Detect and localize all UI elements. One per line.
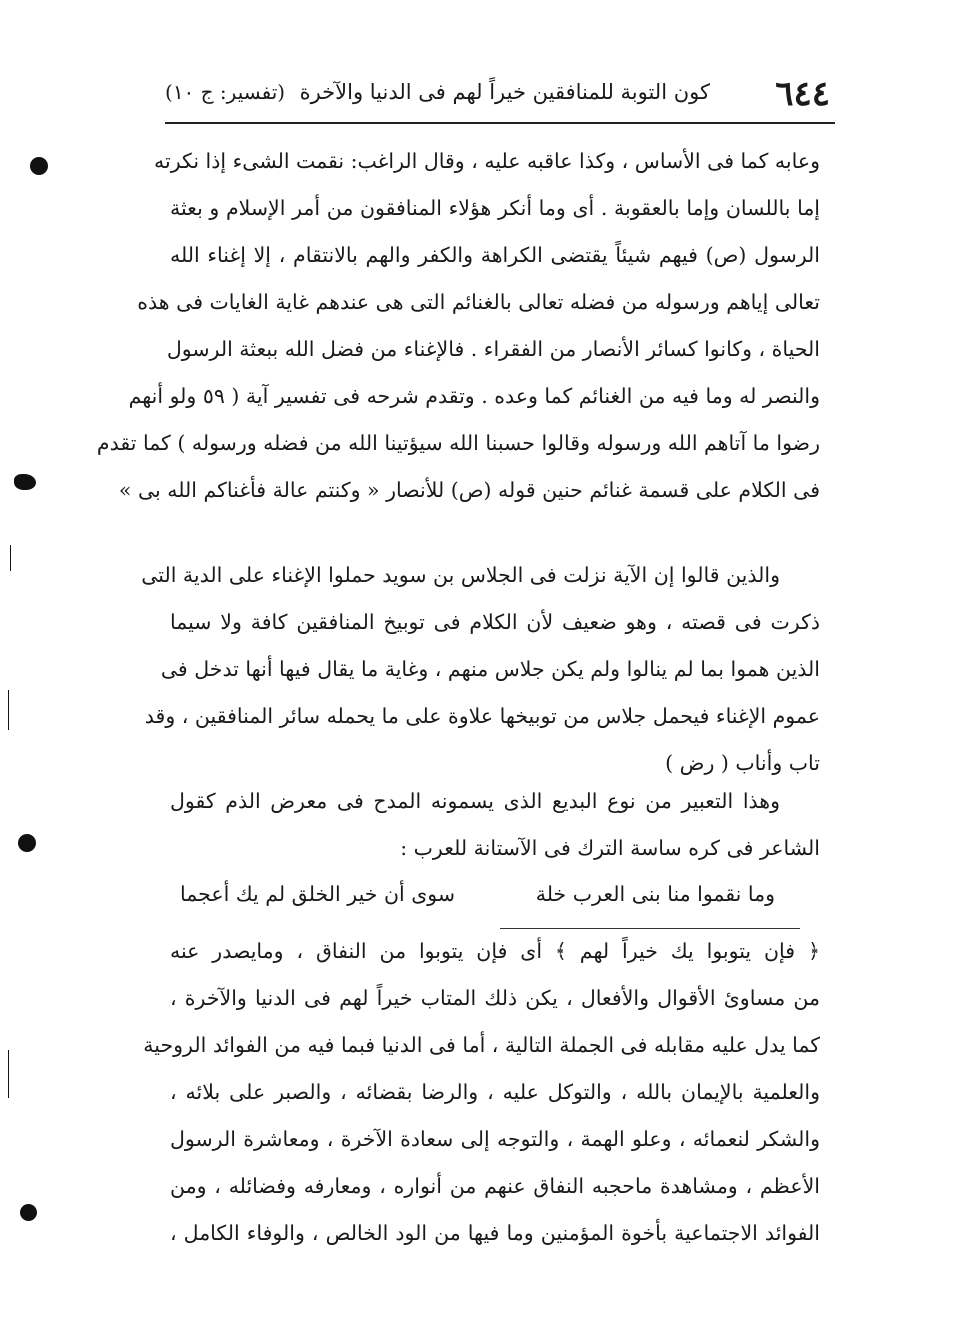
text-line: تعالى إياهم ورسوله من فضله تعالى بالغنائم التى هى عندهم غاية الغايات فى هذه (137, 290, 820, 314)
text-line: الحياة ، وكانوا كسائر الأنصار من الفقراء . فالإغناء من فضل الله ببعثة الرسول (166, 337, 820, 361)
text-line: من مساوئ الأقوال والأفعال ، يكن ذلك المتاب خيراً لهم فى الدنيا والآخرة ، (170, 986, 820, 1010)
paragraph-2 (141, 552, 820, 787)
text-line: الرسول (ص) فيهم شيئاً يقتضى الكراهة والكفر والهم بالانتقام ، إلا إغناء الله (170, 243, 820, 267)
text-line: تاب وأناب ( رض ) (665, 751, 820, 775)
text-line: ﴿ فإن يتوبوا يك خيراً لهم ﴾ أى فإن يتوبوا من النفاق ، ومايصدر عنه (170, 939, 820, 963)
text-line: ذكرت فى قصته ، وهو ضعيف لأن الكلام فى توبيخ المنافقين كافة ولا سيما (170, 610, 820, 634)
volume-reference: (تفسير: ج ١٠) (165, 80, 286, 104)
verse-hemistich-1: وما نقموا منا بنى العرب خلة (535, 882, 775, 906)
text-line: كما يدل عليه مقابله فى الجملة التالية ، أما فى الدنيا فبما فيه من الفوائد الروحية (143, 1033, 820, 1057)
page-number: ٦٤٤ (775, 74, 830, 114)
text-line: رضوا ما آتاهم الله ورسوله وقالوا حسبنا الله سيؤتينا الله من فضله ورسوله ) كما تقدم (96, 431, 820, 455)
text-line: إما باللسان وإما بالعقوبة . أى وما أنكر هؤلاء المنافقون من أمر الإسلام و بعثة (170, 196, 820, 220)
scan-margin-mark (10, 545, 11, 571)
scan-margin-mark (8, 690, 9, 730)
text-line: والنصر له وما فيه من الغنائم كما وعده . وتقدم شرحه فى تفسير آية ( ٥٩ ولو أنهم (128, 384, 820, 408)
paragraph-4 (143, 928, 820, 1257)
text-line: فى الكلام على قسمة غنائم حنين قوله (ص) للأنصار « وكنتم عالة فأغناكم الله بى » (118, 478, 820, 502)
paragraph-3 (170, 778, 820, 872)
text-line: وعابه كما فى الأساس ، وكذا عاقبه عليه ، وقال الراغب: نقمت الشىء إذا نكرته (154, 149, 820, 173)
binding-hole-mark (30, 157, 48, 175)
text-line: والذين قالوا إن الآية نزلت فى الجلاس بن سويد حملوا الإغناء على الدية التى (141, 563, 780, 587)
text-line: والشكر لنعمائه ، وعلو الهمة ، والتوجه إلى سعادة الآخرة ، ومعاشرة الرسول (170, 1127, 820, 1151)
text-line: الشاعر فى كره ساسة الترك فى الآستانة للعرب : (400, 836, 820, 860)
binding-hole-mark (18, 834, 36, 852)
text-line: والعلمية بالإيمان بالله ، والتوكل عليه ، والرضا بقضائه ، والصبر على بلائه ، (170, 1080, 820, 1104)
scan-margin-mark (8, 1050, 9, 1098)
text-line: وهذا التعبير من نوع البديع الذى يسمونه المدح فى معرض الذم كقول (170, 789, 780, 813)
running-title: كون التوبة للمنافقين خيراً لهم فى الدنيا والآخرة (299, 80, 710, 104)
page-header (165, 70, 830, 122)
header-rule (165, 122, 835, 124)
text-line: الذين هموا بما لم ينالوا ولم يكن جلاس منهم ، وغاية ما يقال فيها أنها تدخل فى (160, 657, 820, 681)
poetry-verse (180, 872, 775, 917)
text-line: عموم الإغناء فيحمل جلاس من توبيخها علاوة على ما يحمله سائر المنافقين ، وقد (144, 704, 820, 728)
text-line: الفوائد الاجتماعية بأخوة المؤمنين وما فيها من الود الخالص ، والوفاء الكامل ، (170, 1221, 820, 1245)
verse-hemistich-2: سوى أن خير الخلق لم يك أعجما (180, 882, 456, 906)
text-line: الأعظم ، ومشاهدة ماحجبه النفاق عنهم من أنواره ، ومعارفه وفضائله ، ومن (170, 1174, 820, 1198)
paragraph-1 (96, 138, 820, 514)
binding-hole-mark (20, 1204, 37, 1221)
binding-hole-mark (14, 474, 36, 490)
